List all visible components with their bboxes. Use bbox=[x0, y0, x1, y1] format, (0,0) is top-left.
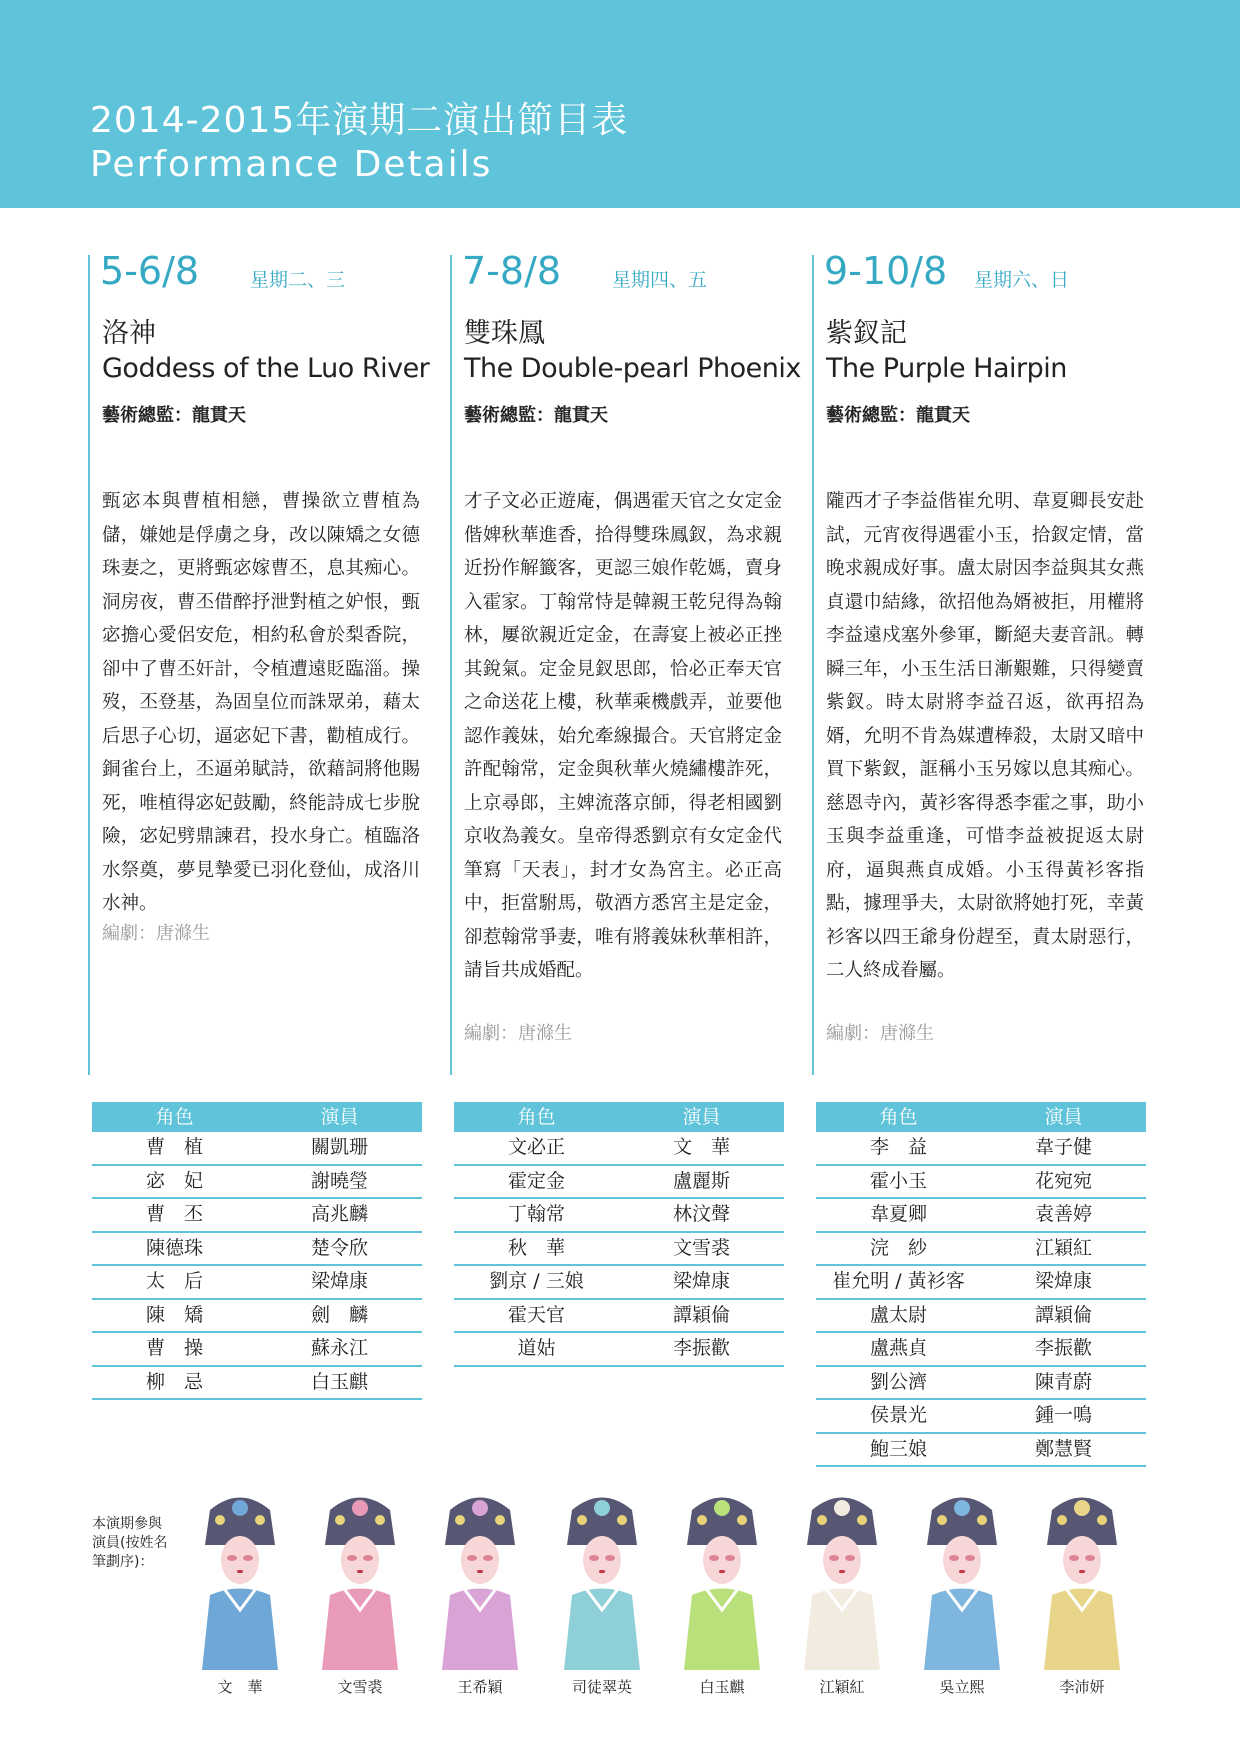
synopsis: 隴西才子李益偕崔允明、韋夏卿長安赴試，元宵夜得遇霍小玉，拾釵定情，當晚求親成好事。盧太尉因李益與其女燕貞還巾結緣，欲招他為婿被拒，用權將李益遠戍塞外參軍，斷絕夫妻音訊。轉瞬三年，小玉生活日漸艱難，只得變賣紫釵。時太尉將李益召返，欲再招為婿，允明不肯為媒遭棒殺，太尉又暗中買下紫釵，誆稱小玉另嫁以息其痴心。慈恩寺內，黃衫客得悉李霍之事，助小玉與李益重逢，可惜李益被捉返太尉府，逼與燕貞成婚。小玉得黃衫客指點，據理爭夫，太尉欲將她打死，幸黃衫客以四王爺身份趕至，責太尉惡行，二人終成眷屬。 bbox=[826, 491, 1144, 981]
role-cell: 陳 矯 bbox=[145, 1303, 203, 1326]
table-row bbox=[92, 1300, 422, 1334]
actor-cell: 鍾一鳴 bbox=[1034, 1404, 1092, 1426]
cast-table-header bbox=[454, 1102, 784, 1132]
table-row bbox=[92, 1166, 422, 1200]
performer-figure bbox=[782, 1490, 902, 1670]
actor-cell: 蘇永江 bbox=[310, 1337, 368, 1359]
table-row bbox=[816, 1300, 1146, 1334]
actor-cell: 梁煒康 bbox=[672, 1270, 730, 1292]
role-cell: 太 后 bbox=[145, 1270, 203, 1292]
artistic-director: 藝術總監：龍貫天 bbox=[826, 405, 970, 426]
actor-cell: 盧麗斯 bbox=[672, 1169, 730, 1192]
performer-figure bbox=[542, 1490, 662, 1670]
actor-cell: 文雪裘 bbox=[672, 1236, 730, 1259]
role-cell: 丁翰常 bbox=[507, 1203, 565, 1225]
table-row bbox=[92, 1266, 422, 1300]
performer-name: 王希穎 bbox=[457, 1678, 503, 1696]
table-row bbox=[92, 1233, 422, 1267]
performer-name: 李沛妍 bbox=[1059, 1678, 1105, 1696]
actor-cell: 高兆麟 bbox=[310, 1203, 368, 1225]
table-row bbox=[816, 1166, 1146, 1200]
performer-name: 司徒翠英 bbox=[571, 1678, 632, 1696]
artistic-director: 藝術總監：龍貫天 bbox=[464, 405, 608, 426]
performer-name: 文 華 bbox=[217, 1678, 263, 1696]
show-title-en: The Double-pearl Phoenix bbox=[464, 353, 801, 384]
show-column-1 bbox=[88, 249, 430, 1075]
table-row bbox=[92, 1132, 422, 1166]
actor-cell: 梁煒康 bbox=[310, 1270, 368, 1292]
table-row bbox=[454, 1333, 784, 1367]
performer-name: 白玉麒 bbox=[699, 1678, 745, 1696]
show-date: 9-10/8 bbox=[824, 249, 948, 293]
actor-cell: 林汶聲 bbox=[672, 1203, 730, 1225]
table-row bbox=[816, 1132, 1146, 1166]
role-cell: 曹 丕 bbox=[145, 1203, 203, 1225]
actor-cell: 文 華 bbox=[672, 1136, 730, 1158]
show-title-zh: 雙珠鳳 bbox=[464, 318, 545, 349]
table-row bbox=[816, 1434, 1146, 1468]
actor-cell: 李振歡 bbox=[1034, 1337, 1092, 1359]
actor-cell: 陳青蔚 bbox=[1034, 1370, 1092, 1393]
table-row bbox=[816, 1367, 1146, 1401]
role-cell: 盧燕貞 bbox=[869, 1337, 927, 1359]
actor-cell: 楚令欣 bbox=[310, 1236, 368, 1259]
actor-header: 演員 bbox=[682, 1106, 721, 1128]
performer-figure bbox=[420, 1490, 540, 1670]
actor-cell: 李振歡 bbox=[672, 1337, 730, 1359]
show-column-3 bbox=[812, 249, 1144, 1075]
role-cell: 秋 華 bbox=[507, 1236, 565, 1259]
performer-name: 文雪裘 bbox=[337, 1678, 383, 1696]
role-header: 角色 bbox=[879, 1106, 918, 1128]
role-cell: 鮑三娘 bbox=[869, 1437, 927, 1460]
cast-table-3 bbox=[816, 1102, 1146, 1467]
synopsis: 才子文必正遊庵，偶遇霍天官之女定金偕婢秋華進香，拾得雙珠鳳釵，為求親近扮作解籤客，更認三娘作乾媽，賣身入霍家。丁翰常恃是韓親王乾兒得為翰林，屢欲親近定金，在壽宴上被必正挫其銳氣。定金見釵思郎，恰必正奉天官之命送花上樓，秋華乘機戲弄，並要他認作義妹，始允牽線撮合。天官將定金許配翰常，定金與秋華火燒繡樓詐死，上京尋郎，主婢流落京師，得老相國劉京收為義女。皇帝得悉劉京有女定金代筆寫「天表」，封才女為宮主。必正高中，拒當駙馬，敬酒方悉宮主是定金，卻惹翰常爭妻，唯有將義妹秋華相許，請旨共成婚配。 bbox=[464, 491, 782, 981]
table-row bbox=[816, 1233, 1146, 1267]
cast-table-1 bbox=[92, 1102, 422, 1400]
role-cell: 曹 操 bbox=[145, 1337, 203, 1359]
performer-figure bbox=[300, 1490, 420, 1670]
playwright: 編劇：唐滌生 bbox=[102, 923, 210, 944]
actor-cell: 譚穎倫 bbox=[1034, 1303, 1092, 1326]
performer-figure bbox=[180, 1490, 300, 1670]
actor-header: 演員 bbox=[1044, 1106, 1083, 1128]
table-row bbox=[816, 1266, 1146, 1300]
show-title-zh: 洛神 bbox=[102, 318, 156, 349]
role-cell: 霍小玉 bbox=[869, 1169, 927, 1192]
table-row bbox=[92, 1333, 422, 1367]
role-cell: 侯景光 bbox=[869, 1404, 927, 1426]
artistic-director: 藝術總監：龍貫天 bbox=[102, 405, 246, 426]
actor-cell: 韋子健 bbox=[1034, 1136, 1092, 1158]
show-column-2 bbox=[450, 249, 801, 1075]
actor-cell: 譚穎倫 bbox=[672, 1303, 730, 1326]
table-row bbox=[92, 1199, 422, 1233]
role-cell: 盧太尉 bbox=[869, 1303, 927, 1326]
role-header: 角色 bbox=[517, 1106, 556, 1128]
role-cell: 劉京 / 三娘 bbox=[489, 1270, 584, 1292]
performer-name: 吳立熙 bbox=[939, 1678, 985, 1696]
actor-cell: 關凱珊 bbox=[310, 1136, 368, 1158]
show-weekday: 星期四、五 bbox=[612, 269, 708, 291]
table-row bbox=[816, 1333, 1146, 1367]
role-cell: 浣 紗 bbox=[869, 1236, 927, 1259]
role-cell: 霍天官 bbox=[507, 1303, 565, 1326]
show-weekday: 星期二、三 bbox=[250, 269, 346, 291]
show-date: 7-8/8 bbox=[462, 249, 562, 293]
actor-cell: 梁煒康 bbox=[1034, 1270, 1092, 1292]
role-cell: 文必正 bbox=[507, 1136, 565, 1158]
table-row bbox=[454, 1300, 784, 1334]
table-row bbox=[816, 1199, 1146, 1233]
role-cell: 霍定金 bbox=[507, 1169, 565, 1192]
show-title-zh: 紫釵記 bbox=[826, 318, 907, 349]
table-row bbox=[454, 1266, 784, 1300]
role-cell: 李 益 bbox=[869, 1136, 927, 1158]
performer-name: 江穎紅 bbox=[819, 1678, 865, 1696]
role-header: 角色 bbox=[155, 1106, 194, 1128]
show-title-en: The Purple Hairpin bbox=[826, 353, 1067, 384]
show-title-en: Goddess of the Luo River bbox=[102, 353, 430, 384]
actor-header: 演員 bbox=[320, 1106, 359, 1128]
playwright: 編劇：唐滌生 bbox=[826, 1023, 934, 1044]
synopsis: 甄宓本與曹植相戀，曹操欲立曹植為儲，嫌她是俘虜之身，改以陳矯之女德珠妻之，更將甄宓嫁曹丕，息其痴心。洞房夜，曹丕借醉抒泄對植之妒恨，甄宓擔心愛侶安危，相約私會於梨香院，卻中了曹丕奸計，令植遭遠貶臨淄。操歿，丕登基，為固皇位而誅眾弟，藉太后思子心切，逼宓妃下書，勸植成行。銅雀台上，丕逼弟賦詩，欲藉詞將他賜死，唯植得宓妃鼓勵，終能詩成七步脫險，宓妃劈鼎諫君，投水身亡。植臨洛水祭奠，夢見摯愛已羽化登仙，成洛川水神。 bbox=[102, 491, 420, 914]
show-date: 5-6/8 bbox=[100, 249, 200, 293]
table-row bbox=[454, 1199, 784, 1233]
actor-cell: 花宛宛 bbox=[1034, 1169, 1092, 1192]
table-row bbox=[454, 1233, 784, 1267]
table-row bbox=[454, 1166, 784, 1200]
actor-cell: 謝曉瑩 bbox=[310, 1169, 368, 1192]
header-banner bbox=[0, 0, 1240, 208]
cast-table-2 bbox=[454, 1102, 784, 1367]
playwright: 編劇：唐滌生 bbox=[464, 1023, 572, 1044]
role-cell: 柳 忌 bbox=[145, 1370, 203, 1393]
role-cell: 韋夏卿 bbox=[869, 1203, 927, 1225]
cast-table-header bbox=[816, 1102, 1146, 1132]
table-row bbox=[816, 1400, 1146, 1434]
participants-label: 本演期參與演員(按姓名筆劃序)： bbox=[92, 1516, 168, 1570]
role-cell: 曹 植 bbox=[145, 1136, 203, 1158]
actor-cell: 鄭慧賢 bbox=[1034, 1437, 1092, 1460]
performer-figure bbox=[1022, 1490, 1142, 1670]
cast-table-header bbox=[92, 1102, 422, 1132]
page-title-zh: 2014-2015年演期二演出節目表 bbox=[90, 100, 629, 141]
actor-cell: 江穎紅 bbox=[1034, 1236, 1092, 1259]
table-row bbox=[454, 1132, 784, 1166]
role-cell: 陳德珠 bbox=[145, 1236, 203, 1259]
actor-cell: 劍 麟 bbox=[310, 1303, 368, 1326]
actor-cell: 白玉麒 bbox=[310, 1370, 368, 1393]
role-cell: 劉公濟 bbox=[869, 1370, 927, 1393]
actor-cell: 袁善婷 bbox=[1034, 1203, 1092, 1225]
role-cell: 崔允明 / 黃衫客 bbox=[832, 1270, 965, 1292]
performer-figure bbox=[902, 1490, 1022, 1670]
table-row bbox=[92, 1367, 422, 1401]
show-weekday: 星期六、日 bbox=[974, 269, 1070, 291]
page-title-en: Performance Details bbox=[90, 144, 493, 185]
role-cell: 宓 妃 bbox=[145, 1169, 203, 1192]
performer-figure bbox=[662, 1490, 782, 1670]
role-cell: 道姑 bbox=[517, 1337, 556, 1359]
